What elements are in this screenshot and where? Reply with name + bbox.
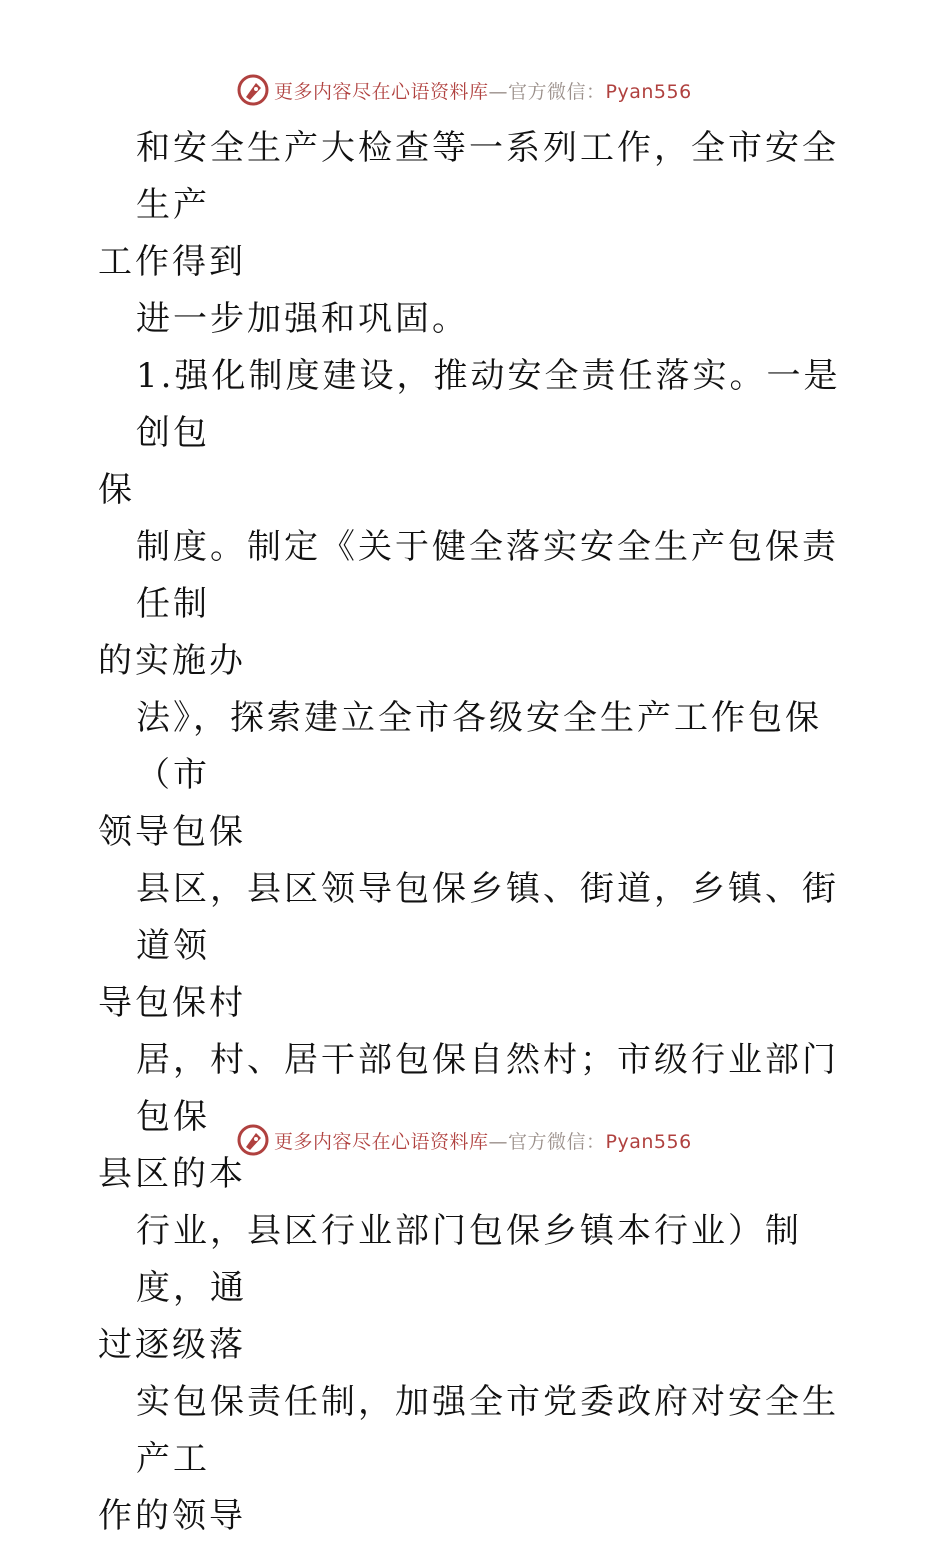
- watermark-brand: 更多内容尽在心语资料库: [274, 1130, 489, 1153]
- watermark-text: [274, 77, 692, 104]
- paragraph-wrap-line: 导包保村: [98, 983, 246, 1023]
- watermark-wechat-id: Pyan556: [605, 80, 692, 103]
- paragraph-line: 居，村、居干部包保自然村；市级行业部门包保: [136, 1040, 839, 1137]
- paragraph-line: 法》，探索建立全市各级安全生产工作包保（市: [136, 698, 822, 795]
- paragraph-3: [98, 348, 858, 519]
- paragraph-1: [98, 120, 858, 291]
- paragraph-5: [98, 690, 858, 861]
- paragraph-wrap-line: 县区的本: [98, 1154, 246, 1194]
- paragraph-line: 行业，县区行业部门包保乡镇本行业）制度，通: [136, 1211, 802, 1308]
- paragraph-7: [98, 1032, 858, 1203]
- watermark-official: 官方微信：: [508, 1130, 606, 1153]
- pen-nib-circle-icon: [236, 73, 270, 107]
- watermark-dash: —: [488, 1130, 509, 1153]
- paragraph-wrap-line: 领导包保: [98, 812, 246, 852]
- watermark-dash: —: [488, 80, 509, 103]
- paragraph-2: [98, 291, 858, 348]
- paragraph-line: 1.强化制度建设，推动安全责任落实。一是创包: [136, 356, 841, 453]
- paragraph-6: [98, 861, 858, 1032]
- watermark-text: [274, 1127, 692, 1154]
- paragraph-9: [98, 1374, 858, 1545]
- paragraph-line: 实包保责任制，加强全市党委政府对安全生产工: [136, 1382, 839, 1479]
- document-body: [98, 120, 858, 1545]
- watermark-wechat-id: Pyan556: [605, 1130, 692, 1153]
- paragraph-8: [98, 1203, 858, 1374]
- paragraph-4: [98, 519, 858, 690]
- paragraph-wrap-line: 过逐级落: [98, 1325, 246, 1365]
- pen-nib-circle-icon: [236, 1123, 270, 1157]
- paragraph-line: 进一步加强和巩固。: [136, 299, 469, 339]
- watermark-official: 官方微信：: [508, 80, 606, 103]
- paragraph-line: 和安全生产大检查等一系列工作，全市安全生产: [136, 128, 839, 225]
- header-watermark: [236, 72, 692, 108]
- paragraph-wrap-line: 作的领导: [98, 1496, 246, 1536]
- watermark-brand: 更多内容尽在心语资料库: [274, 80, 489, 103]
- paragraph-wrap-line: 的实施办: [98, 641, 246, 681]
- footer-watermark: [236, 1122, 692, 1158]
- paragraph-wrap-line: 保: [98, 470, 135, 510]
- paragraph-line: 制度。制定《关于健全落实安全生产包保责任制: [136, 527, 839, 624]
- paragraph-wrap-line: 工作得到: [98, 242, 246, 282]
- paragraph-line: 县区，县区领导包保乡镇、街道，乡镇、街道领: [136, 869, 839, 966]
